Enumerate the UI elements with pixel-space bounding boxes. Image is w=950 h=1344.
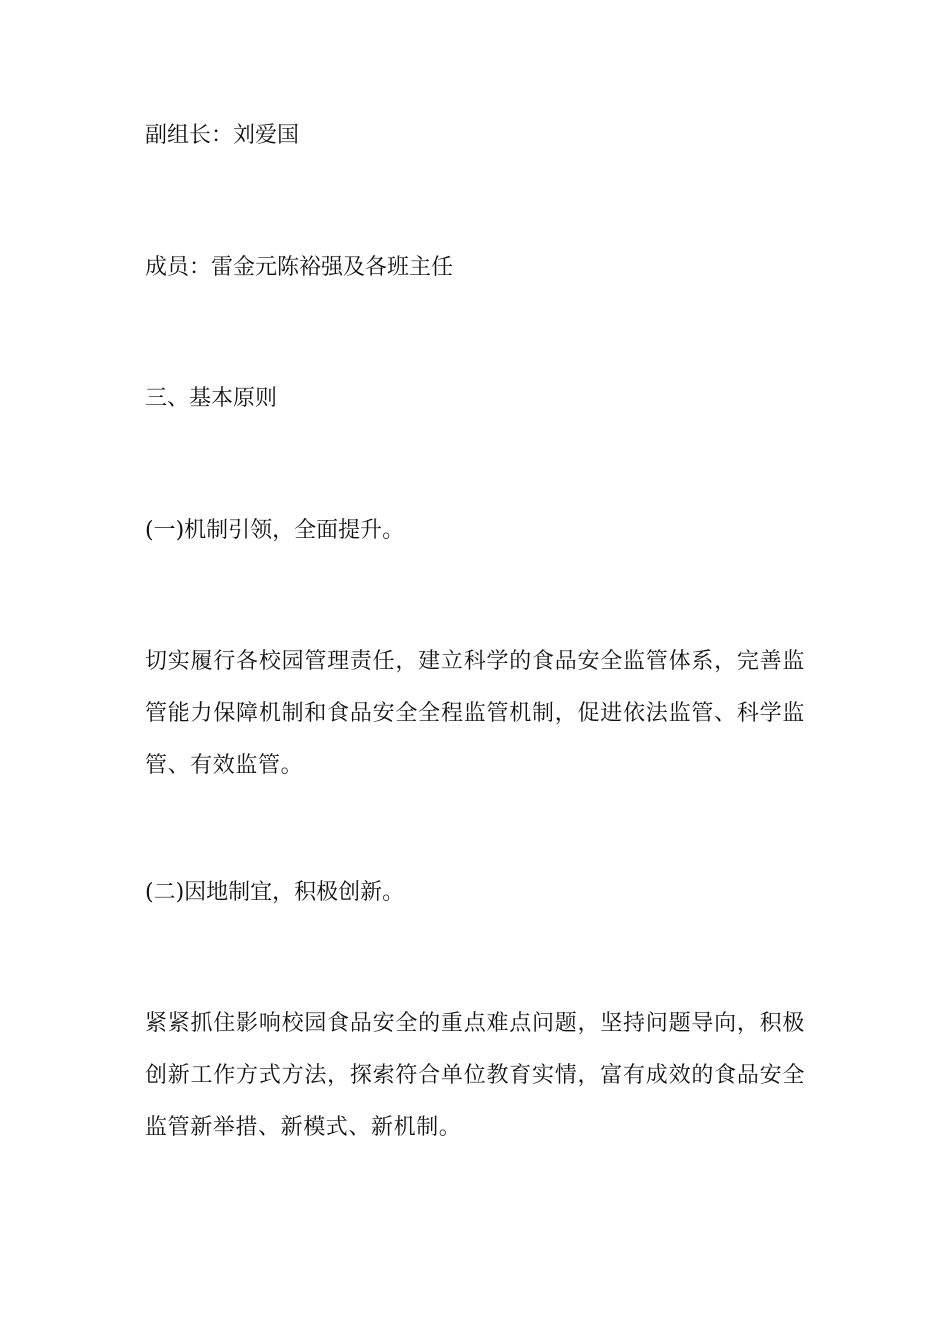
vice-leader-line: 副组长：刘爱国: [145, 123, 300, 148]
principle-one-body: 切实履行各校园管理责任，建立科学的食品安全监管体系，完善监管能力保障机制和食品安全全程监管机制，促进依法监管、科学监管、有效监管。: [145, 649, 805, 778]
principle-two-body: 紧紧抓住影响校园食品安全的重点难点问题，坚持问题导向，积极创新工作方式方法，探索符合单位教育实情，富有成效的食品安全监管新举措、新模式、新机制。: [145, 1011, 805, 1140]
section-three-heading: 三、基本原则: [145, 386, 278, 411]
principle-two-heading: (二)因地制宜，积极创新。: [145, 880, 405, 905]
members-line: 成员：雷金元陈裕强及各班主任: [145, 255, 454, 280]
principle-one-heading: (一)机制引领，全面提升。: [145, 518, 405, 543]
